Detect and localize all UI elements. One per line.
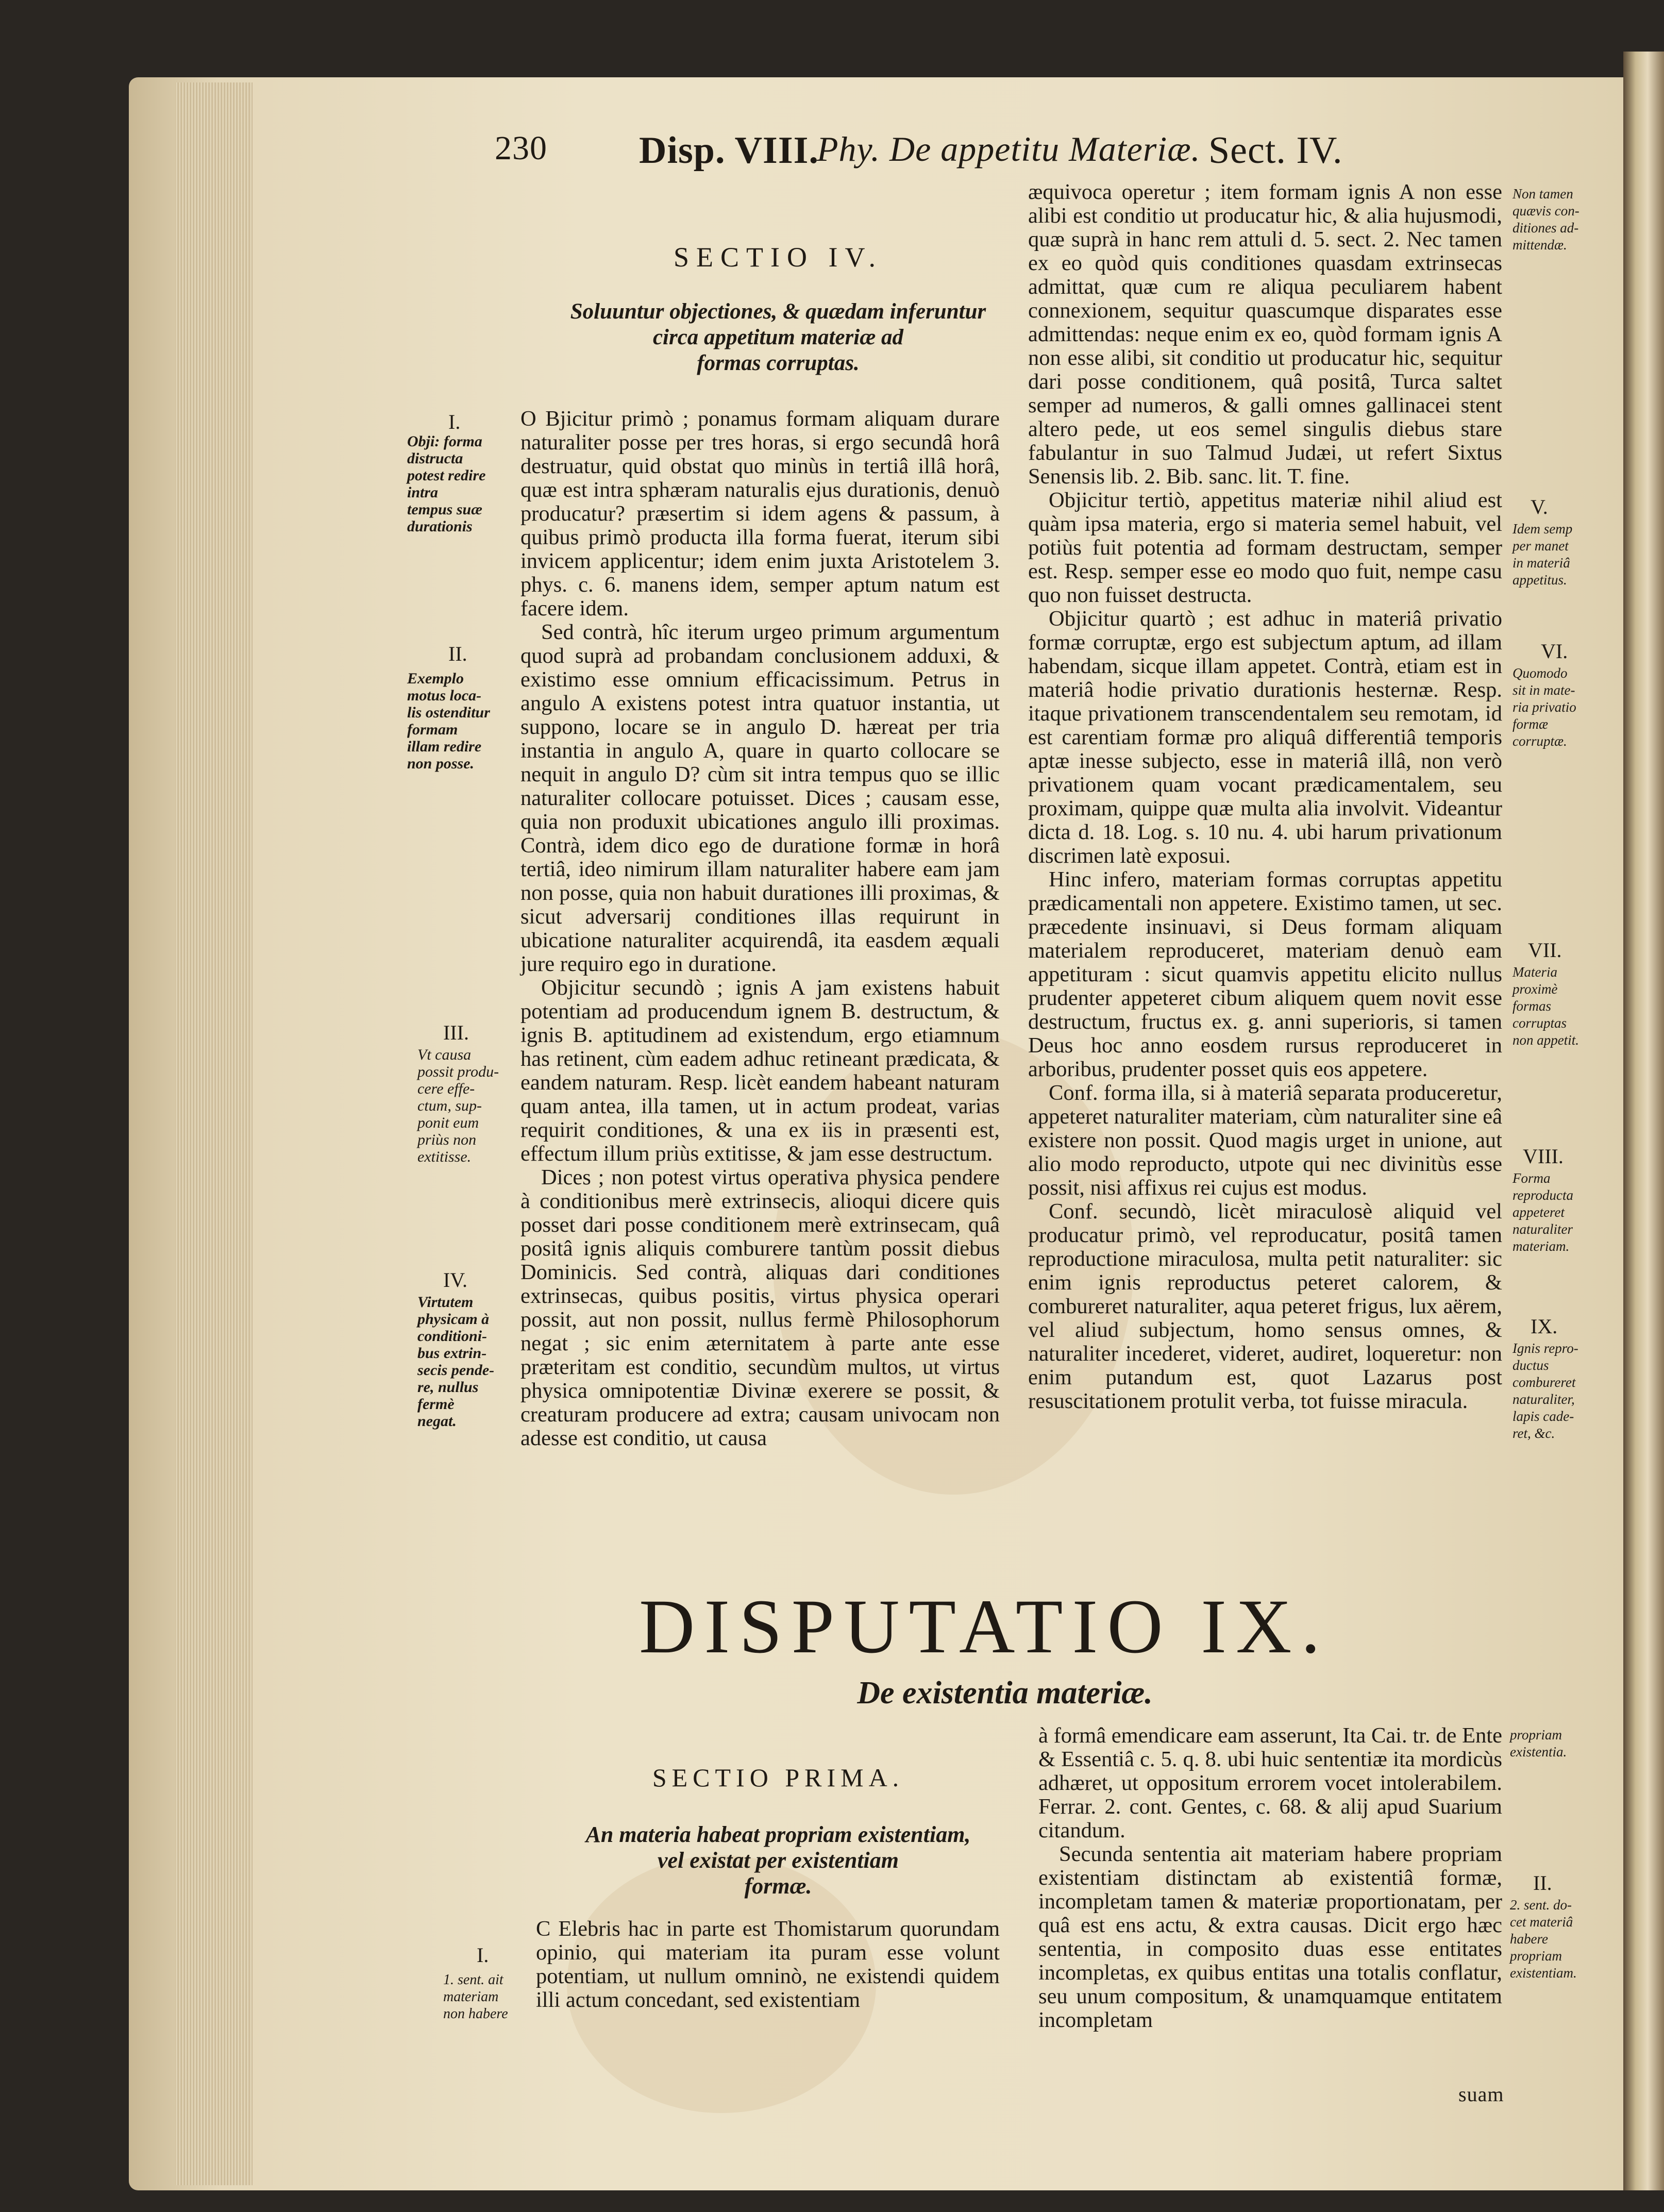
subtitle-line: formas corruptas.	[697, 351, 860, 375]
margin-line: ret, &c.	[1512, 1426, 1555, 1441]
margin-note-text	[407, 670, 490, 772]
margin-line: corruptæ.	[1512, 733, 1567, 749]
margin-number: VIII.	[1523, 1145, 1564, 1168]
disputatio-subtitle: De existentia materiæ.	[857, 1675, 1153, 1711]
margin-line: tempus suæ	[407, 501, 482, 518]
paragraph: à formâ emendicare eam asserunt, Ita Cai. tr. de Ente & Essentiâ c. 5. q. 8. ubi huic sententiæ ita mordicùs adhæret, ut oppositum errorem vocet intolerabilem. Ferrar. 2. cont. Gentes, c. 68. & alij apud Suarium citandum.	[1038, 1723, 1502, 1842]
margin-number: VI.	[1541, 640, 1568, 663]
margin-line: propriam	[1510, 1948, 1562, 1964]
margin-line: in materiâ	[1512, 555, 1570, 571]
page-number: 230	[495, 129, 547, 167]
left-column-text	[536, 1917, 1000, 2012]
margin-line: materiam.	[1512, 1238, 1570, 1254]
margin-line: priùs non	[417, 1131, 477, 1148]
margin-line: re, nullus	[417, 1379, 479, 1396]
margin-number: II.	[1533, 1871, 1552, 1895]
margin-line: existentiam.	[1510, 1965, 1577, 1981]
right-column-text	[1038, 1724, 1502, 2032]
section-title: SECTIO PRIMA.	[652, 1763, 904, 1792]
margin-number: I.	[448, 410, 461, 433]
margin-line: existentia.	[1510, 1744, 1567, 1759]
margin-line: formæ	[1512, 716, 1549, 732]
margin-note-text	[407, 433, 485, 535]
margin-line: fermè	[417, 1396, 455, 1413]
margin-line: non appetit.	[1512, 1032, 1579, 1048]
margin-line: corruptas	[1512, 1015, 1567, 1031]
margin-line: Non tamen	[1512, 186, 1573, 202]
running-title-disp: Disp. VIII.	[639, 129, 819, 172]
margin-line: intra	[407, 484, 439, 501]
margin-line: conditioni-	[417, 1328, 488, 1345]
margin-line: cet materiâ	[1510, 1914, 1573, 1930]
margin-number: IV.	[443, 1268, 468, 1292]
paragraph: Conf. forma illa, si à materiâ separata produceretur, appeteret naturaliter materiam, cùm naturaliter sine eâ existere non possit. Quod magis urget in unione, aut alio modo reproducto, utpote qui nec divinitùs esse possit, nisi affixus rei cujus est modus.	[1028, 1081, 1502, 1200]
margin-line: Idem semp	[1512, 521, 1573, 537]
margin-line: reproducta	[1512, 1187, 1573, 1203]
margin-note-text	[417, 1046, 499, 1165]
margin-line: illam redire	[407, 738, 482, 755]
margin-note-text	[417, 1294, 494, 1430]
margin-line: potest redire	[407, 467, 486, 484]
running-title-subject: Phy. De appetitu Materiæ.	[817, 129, 1201, 169]
margin-line: lis ostenditur	[407, 704, 490, 721]
margin-line: naturaliter,	[1512, 1392, 1575, 1407]
margin-note-text	[1512, 665, 1576, 750]
margin-line: ctum, sup-	[417, 1097, 482, 1114]
section-subtitle	[536, 299, 1020, 376]
margin-line: extitisse.	[417, 1148, 472, 1165]
margin-line: distructa	[407, 450, 463, 467]
margin-note-text	[1512, 1340, 1578, 1442]
paragraph: Objicitur tertiò, appetitus materiæ nihil aliud est quàm ipsa materia, ergo si materia semel habuit, vel potiùs fuit potentia ad formam destructam, semper est. Resp. semper esse eo modo quo fuit, nempe casu quo non fuisset destructa.	[1028, 488, 1502, 607]
paragraph: Sed contrà, hîc iterum urgeo primum argumentum quod suprà ad probandam conclusionem adduxi, & existimo esse omnium efficacissimum. Petrus in angulo A existens potest intra quatuor instantia, ut suppono, locare se in angulo D. hæreat per tria instantia in angulo A, quare in quarto collocare se nequit in angulo D? cùm sit intra tempus quo se illic naturaliter collocare potuisset. Dices ; causam esse, quia non produxit ubicationes angulo illi proximas. Contrà, idem dico ego de duratione formæ in horâ tertiâ, ideo nimirum illam naturaliter habere eam jam non posse, quia non habuit durationes illi proximas, & sicut adversarij conditiones illas requirunt in ubicatione naturaliter acquirendâ, ita easdem æquali jure requiro ego in duratione.	[520, 620, 1000, 976]
margin-line: negat.	[417, 1413, 457, 1430]
paragraph: Conf. secundò, licèt miraculosè aliquid vel producatur primò, vel reproducatur, positâ tamen reproductione miraculosa, multa petit naturaliter: sic enim ignis reproductus peteret calorem, & combureret naturaliter, aqua peteret frigus, lux aërem, vel aliud subjectum, homo sensus omnes, & naturaliter incederet, videret, audiret, loqueretur: non enim putandum est, quot Lazarus post resuscitationem protulit verba, tot fuisse miracula.	[1028, 1199, 1502, 1413]
margin-note-text	[1512, 964, 1579, 1049]
margin-line: motus loca-	[407, 687, 482, 704]
facing-page-edge	[1623, 52, 1664, 2190]
subtitle-line: An materia habeat propriam existentiam,	[585, 1822, 971, 1847]
margin-line: formam	[407, 721, 458, 738]
margin-line: proximè	[1512, 981, 1558, 997]
margin-line: Obji: forma	[407, 433, 482, 450]
paragraph: æquivoca operetur ; item formam ignis A non esse alibi est conditio ut producatur hic, & alia hujusmodi, quæ suprà in hanc rem attuli d. 5. sect. 2. Nec tamen ex eo quòd quis conditiones quasdam extrinsecas admittat, quæ cum re aliqua peculiarem habent connexionem, sequitur quascumque disparates esse admittendas: neque enim ex eo, quòd formam ignis A non esse alibi, sit conditio ut producatur hic, sequitur dari posse conditionem, quâ positâ, Turca saltet semper ad numeros, & galli omnes gallinacei stent altero pede, ut eos semel singulis diebus stare fabulantur in suo Talmud Judæi, ut refert Sixtus Senensis lib. 2. Bib. sanc. lit. T. fine.	[1028, 180, 1502, 489]
margin-line: naturaliter	[1512, 1221, 1573, 1237]
subtitle-line: circa appetitum materiæ ad	[652, 325, 904, 349]
section-title: SECTIO IV.	[673, 242, 883, 273]
margin-line: per manet	[1512, 538, 1569, 554]
margin-line: ductus	[1512, 1358, 1549, 1373]
margin-note-right	[1510, 1727, 1567, 1761]
margin-line: cere effe-	[417, 1080, 475, 1097]
margin-line: bus extrin-	[417, 1345, 487, 1362]
margin-line: ponit eum	[417, 1114, 479, 1131]
margin-number: II.	[448, 642, 467, 665]
margin-line: non habere	[443, 2006, 508, 2022]
margin-line: Virtutem	[417, 1294, 474, 1311]
margin-line: Exemplo	[407, 670, 464, 687]
margin-line: non posse.	[407, 755, 475, 772]
margin-note-text	[443, 1971, 508, 2022]
margin-line: formas	[1512, 998, 1552, 1014]
margin-line: mittendæ.	[1512, 237, 1567, 253]
margin-line: possit produ-	[417, 1063, 499, 1080]
margin-number: III.	[443, 1021, 469, 1044]
disputatio-title: DISPUTATIO IX.	[639, 1584, 1330, 1669]
subtitle-line: Soluuntur objectiones, & quædam inferuntur	[570, 299, 986, 324]
margin-note-text	[1512, 521, 1572, 589]
margin-number: IX.	[1531, 1315, 1558, 1338]
margin-line: appeteret	[1512, 1204, 1565, 1220]
running-title-section: Sect. IV.	[1208, 129, 1343, 172]
margin-line: Ignis repro-	[1512, 1340, 1578, 1356]
margin-line: sit in mate-	[1512, 682, 1575, 698]
margin-line: Materia	[1512, 964, 1557, 980]
right-column-text	[1028, 180, 1502, 1413]
margin-line: durationis	[407, 518, 473, 535]
margin-note-text	[1510, 1897, 1577, 1982]
paragraph: Secunda sententia ait materiam habere propriam existentiam distinctam ab existentiâ formæ, incompletam tamen & materiæ proportionatam, per quâ est ens actu, & extra causas. Dicit ergo hæc sententia, in composito duas esse entitates incompletas, ex quibus entitas una totalis conflatur, seu unum compositum, & unamquamque entitatem incompletam	[1038, 1842, 1502, 2032]
margin-number: VII.	[1528, 939, 1562, 962]
margin-line: combureret	[1512, 1375, 1576, 1390]
margin-line: ditiones ad-	[1512, 220, 1579, 236]
paragraph: O Bjicitur primò ; ponamus formam aliquam durare naturaliter posse per tres horas, si ergo secundâ horâ destruatur, quid obstat quo minùs in tertiâ illâ horâ, quæ est intra sphæram naturalis ejus durationis, denuò producatur? præsertim si idem agens & passum, à quibus primò producta illa forma fuerat, iterum sibi invicem applicentur; idem enim juxta Aristotelem 3. phys. c. 6. manens idem, semper aptum natum est facere idem.	[520, 407, 1000, 621]
margin-number: V.	[1531, 495, 1548, 518]
subtitle-line: formæ.	[744, 1873, 812, 1899]
margin-line: habere	[1510, 1931, 1548, 1947]
margin-line: lapis cade-	[1512, 1409, 1574, 1424]
margin-note-text	[1512, 1170, 1573, 1255]
paragraph: Objicitur secundò ; ignis A jam existens habuit potentiam ad producendum ignem B. destructum, & ignis B. aptitudinem ad existendum, ergo etiamnum has retinent, cùm eadem adhuc retineant prædicata, & eandem naturam. Resp. licèt eandem habeant naturam quam antea, illa tamen, ut in actum prodeat, varias requirit conditiones, & una ex iis in præsenti est, effectum illum priùs extitisse, & jam esse destructum.	[520, 976, 1000, 1166]
paragraph: C Elebris hac in parte est Thomistarum quorundam opinio, qui materiam ita puram esse volunt potentiam, ut nullum omninò, ne existendi quidem illi actum concedant, sed existentiam	[536, 1917, 1000, 2012]
paragraph: Objicitur quartò ; est adhuc in materiâ privatio formæ corruptæ, ergo est subjectum aptum, ad illam habendam, sicque illam appetet. Contrà, etiam est in materiâ hodie privatio durationis hesternæ. Resp. itaque privationem transcendentalem seu remotam, id est carentiam formæ pro aliquâ differentiâ temporis aptæ inesse subjecto, esse in materiâ illâ, non verò privationem quam vocant prædicamentalem, seu proximam, quippe quæ multa alia involvit. Videantur dicta d. 18. Log. s. 10 nu. 4. ubi harum privationum discrimen latè exposui.	[1028, 607, 1502, 868]
margin-line: Quomodo	[1512, 665, 1568, 681]
margin-line: materiam	[443, 1989, 499, 2005]
left-column-text	[520, 407, 1000, 1450]
paragraph: Dices ; non potest virtus operativa physica pendere à conditionibus merè extrinsecis, alioqui dicere quis posset dari posse conditionem merè extrinsecam, quâ positâ ignis aliquis comburere tantùm possit diebus Dominicis. Sed contrà, aliquas dari conditiones extrinsecas, quibus positis, virtus physica operari possit, aut non possit, nullus fermè Philosophorum negat ; sic enim æternitatem à parte ante esse præteritam est conditio, secundùm multos, ut virtus physica omnipotentiæ Divinæ exerere se possit, & creaturam producere ad extra; causam univocam non adesse est conditio, ut causa	[520, 1165, 1000, 1450]
margin-line: propriam	[1510, 1727, 1562, 1742]
margin-line: quævis con-	[1512, 203, 1579, 219]
margin-line: physicam à	[417, 1311, 490, 1328]
margin-line: 2. sent. do-	[1510, 1897, 1572, 1913]
book-page-edges	[175, 82, 253, 2185]
margin-line: Forma	[1512, 1170, 1551, 1186]
margin-line: secis pende-	[417, 1362, 495, 1379]
margin-number: I.	[477, 1943, 489, 1967]
margin-note-right	[1512, 186, 1579, 254]
paragraph: Hinc infero, materiam formas corruptas appetitu prædicamentali non appetere. Existimo tamen, ut sec. præcedente insinuavi, si Deus formam aliquam materialem reproduceret, materiam denuò eam appetituram : sicut quamvis appetitu elicito nullus prudenter appeteret cibum aliquem quem novit esse destructum, fructus ex. g. anni superioris, si tamen Deus hoc anno eosdem rursus reproduceret in arboribus, prudenter posset quis eos appetere.	[1028, 867, 1502, 1081]
margin-line: 1. sent. ait	[443, 1972, 503, 1988]
margin-line: Vt causa	[417, 1046, 472, 1063]
margin-line: appetitus.	[1512, 572, 1567, 588]
section-subtitle	[536, 1822, 1020, 1899]
margin-line: ria privatio	[1512, 699, 1576, 715]
subtitle-line: vel existat per existentiam	[657, 1848, 899, 1873]
catchword: suam	[1458, 2083, 1504, 2106]
